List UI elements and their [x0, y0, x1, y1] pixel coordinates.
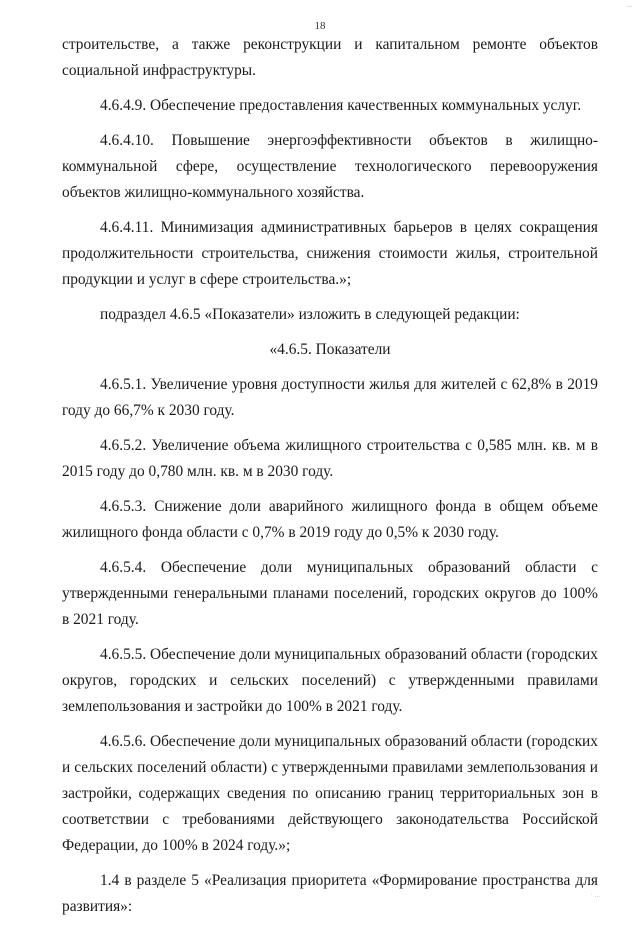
paragraph-4-6-4-10: 4.6.4.10. Повышение энергоэффективности объектов в жилищно-коммунальной сфере, осуществление технологического перевооружения объектов жилищно-коммунального хозяйства. — [62, 132, 598, 201]
page-number: 18 — [314, 20, 326, 32]
paragraph-4-6-5-3: 4.6.5.3. Снижение доли аварийного жилищного фонда в общем объеме жилищного фонда области с 0,7% в 2019 году до 0,5% к 2030 году. — [62, 498, 598, 541]
paragraph-4-6-5-4: 4.6.5.4. Обеспечение доли муниципальных образований области с утвержденными генеральными планами поселений, городских округов до 100% в 2021 году. — [62, 559, 598, 628]
paragraph-subsection-intro: подраздел 4.6.5 «Показатели» изложить в следующей редакции: — [100, 306, 520, 323]
paragraph-1-4: 1.4 в разделе 5 «Реализация приоритета «Формирование пространства для развития»: — [62, 872, 598, 915]
footer-mark: · ... — [590, 891, 600, 899]
paragraph-continuation: строительстве, а также реконструкции и капитальном ремонте объектов социальной инфраструктуры. — [62, 36, 598, 79]
paragraph-4-6-5-1: 4.6.5.1. Увеличение уровня доступности жилья для жителей с 62,8% в 2019 году до 66,7% к 2030 году. — [62, 376, 598, 419]
corner-mark: ... — [626, 0, 632, 9]
paragraph-4-6-4-9: 4.6.4.9. Обеспечение предоставления качественных коммунальных услуг. — [100, 97, 582, 114]
section-heading: «4.6.5. Показатели — [269, 341, 391, 358]
paragraph-4-6-4-11: 4.6.4.11. Минимизация административных барьеров в целях сокращения продолжительности строительства, снижения стоимости жилья, строительной продукции и услуг в сфере строительства.»; — [62, 219, 598, 288]
paragraph-4-6-5-2: 4.6.5.2. Увеличение объема жилищного строительства с 0,585 млн. кв. м в 2015 году до 0,780 млн. кв. м в 2030 году. — [62, 437, 598, 480]
paragraph-4-6-5-5: 4.6.5.5. Обеспечение доли муниципальных образований области (городских округов, городских и сельских поселений) с утвержденными правилами землепользования и застройки до 100% в 2021 году. — [62, 646, 598, 715]
paragraph-4-6-5-6: 4.6.5.6. Обеспечение доли муниципальных образований области (городских и сельских поселений области) с утвержденными правилами землепользования и застройки, содержащих сведения по описанию границ территориальных зон в соответствии с требованиями действующего законодательства Российской Федерации, до 100% в 2024 году.»; — [62, 733, 598, 854]
document-body — [62, 32, 598, 929]
